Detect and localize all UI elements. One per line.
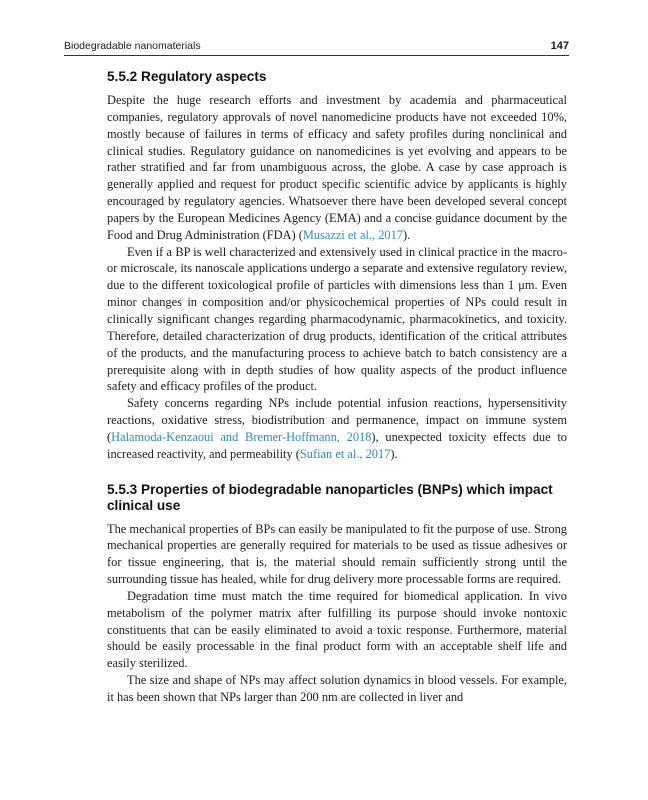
page-number: 147 (550, 40, 569, 52)
running-head (64, 40, 569, 56)
paragraph-degradation-time: Degradation time must match the time required for biomedical application. In vivo metabolism of the polymer matrix after fulfilling its purpose should invoke nontoxic constituents that can be easily eliminated to avoid a toxic response. Furthermore, material should be easily processable in the final product form with an acceptable shelf life and easily sterilized. (107, 588, 567, 671)
paragraph-mechanical-properties: The mechanical properties of BPs can easily be manipulated to fit the purpose of use. Strong mechanical properties are generally required for materials to be used as tissue adhesives or for tissue engineering, that is, the material should remain sufficiently strong until the surrounding tissue has healed, while for drug delivery more processable forms are required. (107, 521, 567, 587)
section-heading-regulatory-aspects: 5.5.2 Regulatory aspects (107, 69, 267, 84)
paragraph-regulatory-approvals: Despite the huge research efforts and investment by academia and pharmaceutical companies, regulatory approvals of novel nanomedicine products have not exceeded 10%, mostly because of failures in terms of efficacy and safety profiles during nonclinical and clinical studies. Regulatory guidance on nanomedicines is yet evolving and appears to be rather stratified and far from unambiguous across, the globe. A case by case approach is generally applied and request for product specific scientific advice by applicants is highly encouraged by regulatory agencies. Whatsoever there have been developed several concept papers by the European Medicines Agency (EMA) and a concise guidance document by the Food and Drug Administration (FDA) (Musazzi et al., 2017). (107, 93, 567, 242)
citation-link[interactable]: Halamoda-Kenzaoui and Bremer-Hoffmann, 2018 (111, 429, 372, 444)
citation-link[interactable]: Musazzi et al., 2017 (302, 227, 403, 242)
paragraph-nanoscale-review: Even if a BP is well characterized and extensively used in clinical practice in the macro- or microscale, its nanoscale applications undergo a separate and extensive regulatory review, due to the different toxicological profile of particles with dimensions less than 1 μm. Even minor changes in composition and/or physicochemical properties of NPs could result in clinically significant changes regarding pharmacodynamic, pharmacokinetics, and toxicity. Therefore, detailed characterization of drug products, identification of the critical attributes of the products, and the manufacturing process to achieve batch to batch consistency are a prerequisite along with in depth studies of how quality aspects of the product influence safety and efficacy profiles of the product. (107, 244, 567, 394)
section-heading-bnp-properties: 5.5.3 Properties of biodegradable nanoparticles (BNPs) which impact clinical use (107, 481, 553, 513)
citation-link[interactable]: Sufian et al., 2017 (299, 446, 391, 461)
running-title: Biodegradable nanomaterials (64, 40, 201, 52)
page-body (107, 69, 567, 706)
paragraph-size-shape: The size and shape of NPs may affect solution dynamics in blood vessels. For example, it has been shown that NPs larger than 200 nm are collected in liver and (107, 673, 567, 704)
paragraph-safety-concerns: Safety concerns regarding NPs include potential infusion reactions, hypersensitivity reactions, oxidative stress, biodistribution and permanence, impact on immune system (Halamoda-Kenzaoui and Bremer-Hoffmann, 2018), unexpected toxicity effects due to increased reactivity, and permeability (Sufian et al., 2017). (107, 396, 567, 461)
